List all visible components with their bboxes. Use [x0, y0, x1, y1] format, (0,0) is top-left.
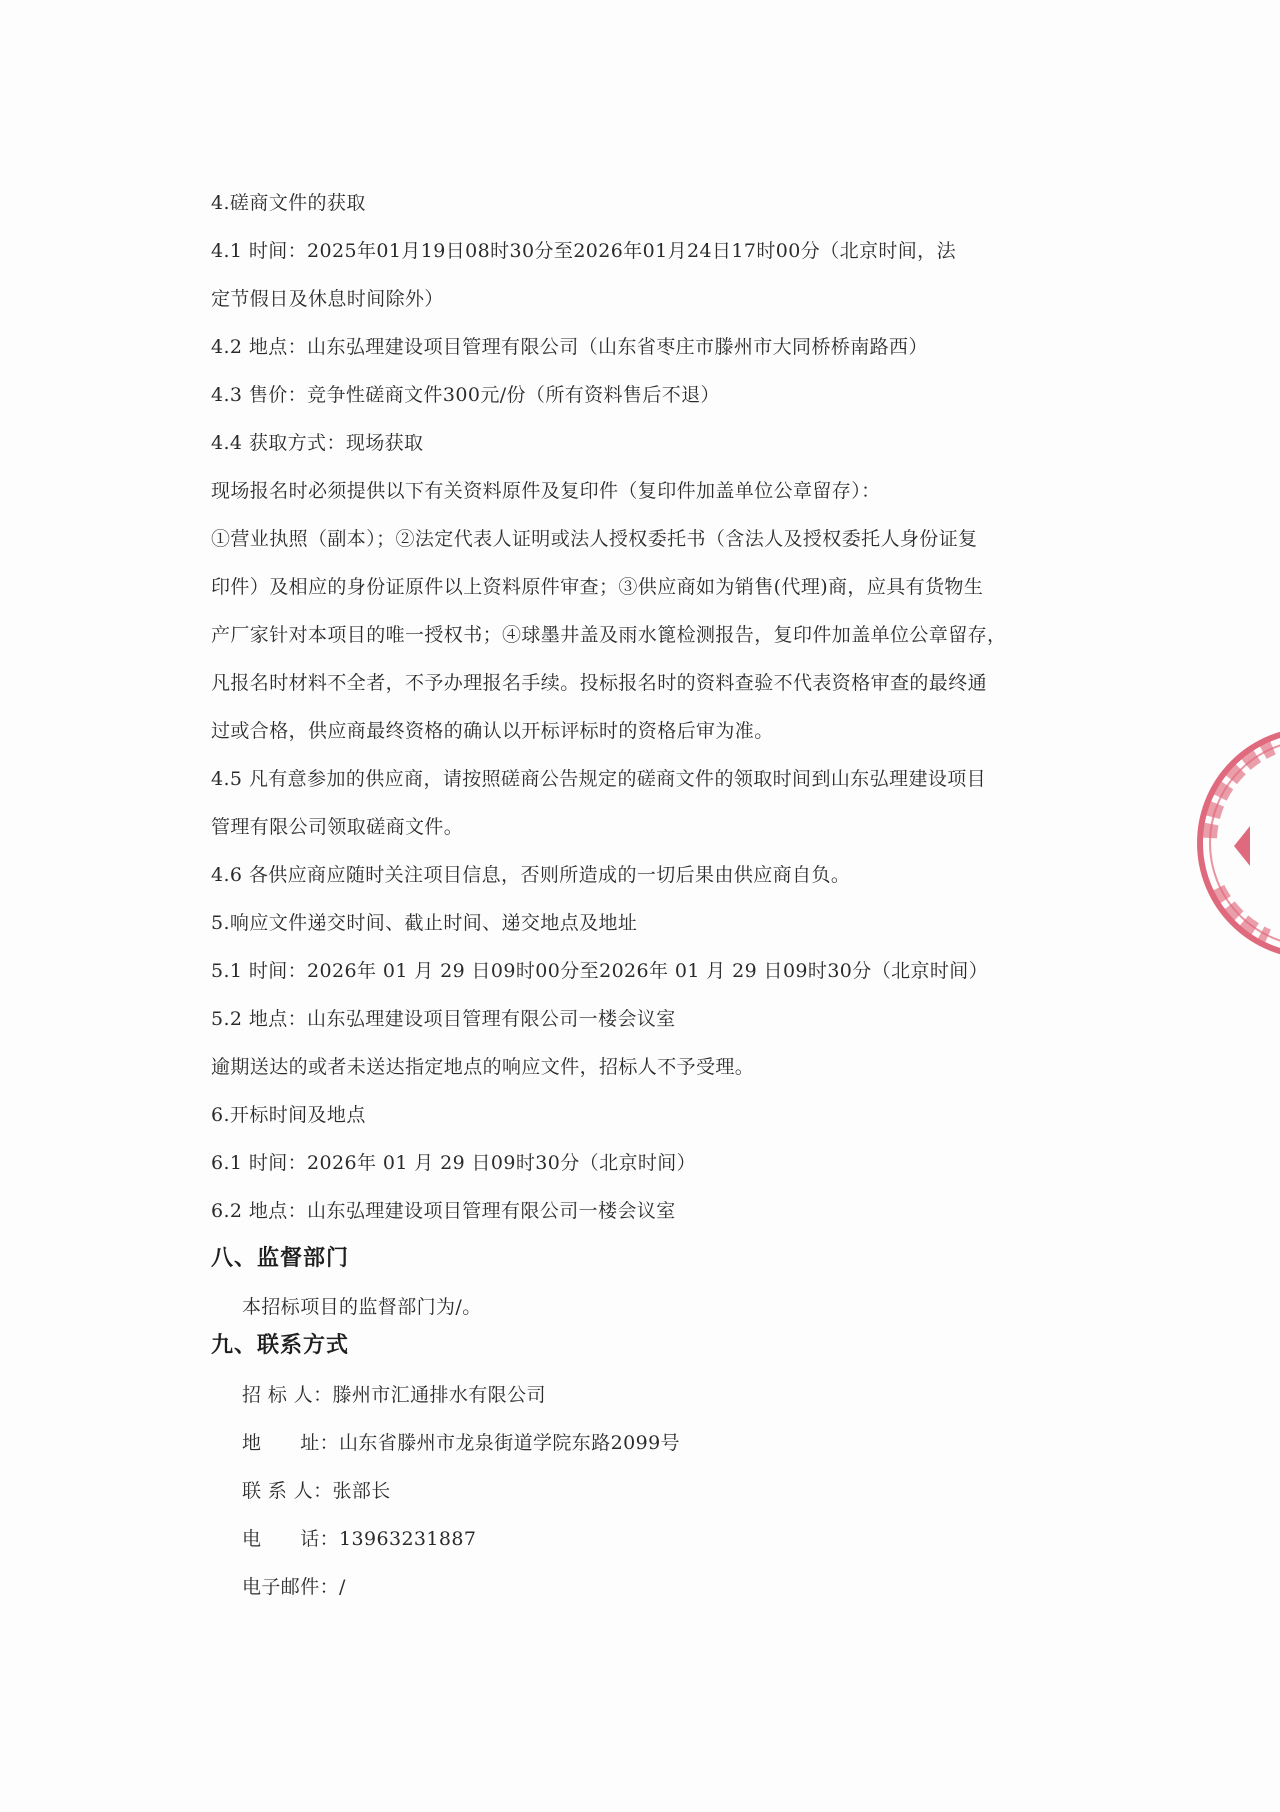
supervision-text: 本招标项目的监督部门为/。 — [242, 1296, 482, 1318]
text-line: 印件）及相应的身份证原件以上资料原件审查；③供应商如为销售(代理)商，应具有货物生 — [211, 576, 984, 598]
text-line: 产厂家针对本项目的唯一授权书；④球墨井盖及雨水篦检测报告，复印件加盖单位公章留存， — [211, 624, 1007, 646]
company-seal-stamp — [1188, 718, 1280, 968]
contact-tenderer: 招 标 人：滕州市汇通排水有限公司 — [242, 1384, 546, 1406]
text-line: 6.2 地点：山东弘理建设项目管理有限公司一楼会议室 — [211, 1200, 676, 1222]
text-line: 逾期送达的或者未送达指定地点的响应文件，招标人不予受理。 — [211, 1056, 755, 1078]
text-line: 凡报名时材料不全者，不予办理报名手续。投标报名时的资料查验不代表资格审查的最终通 — [211, 672, 988, 694]
text-line: 5.1 时间：2026年 01 月 29 日09时00分至2026年 01 月 29 日09时30分（北京时间） — [211, 960, 989, 982]
text-line: 4.2 地点：山东弘理建设项目管理有限公司（山东省枣庄市滕州市大同桥桥南路西） — [211, 336, 928, 358]
section-heading-contact: 九、联系方式 — [211, 1333, 350, 1358]
text-line: 4.3 售价：竞争性磋商文件300元/份（所有资料售后不退） — [211, 384, 720, 406]
text-line: 4.4 获取方式：现场获取 — [211, 432, 424, 454]
section-heading-supervision: 八、监督部门 — [211, 1246, 350, 1271]
contact-email: 电子邮件：/ — [242, 1576, 346, 1598]
text-line: 现场报名时必须提供以下有关资料原件及复印件（复印件加盖单位公章留存）： — [211, 480, 881, 502]
text-line: 6.1 时间：2026年 01 月 29 日09时30分（北京时间） — [211, 1152, 697, 1174]
text-line: 5.响应文件递交时间、截止时间、递交地点及地址 — [211, 912, 638, 934]
text-line: 4.6 各供应商应随时关注项目信息，否则所造成的一切后果由供应商自负。 — [211, 864, 851, 886]
contact-phone: 电 话：13963231887 — [242, 1528, 477, 1550]
text-line: 过或合格，供应商最终资格的确认以开标评标时的资格后审为准。 — [211, 720, 774, 742]
text-line: 4.1 时间：2025年01月19日08时30分至2026年01月24日17时00分（北京时间，法 — [211, 240, 956, 262]
text-line: 定节假日及休息时间除外） — [211, 288, 444, 310]
text-line: ①营业执照（副本）；②法定代表人证明或法人授权委托书（含法人及授权委托人身份证复 — [211, 528, 978, 550]
text-line: 4.磋商文件的获取 — [211, 192, 366, 214]
contact-person: 联 系 人：张部长 — [242, 1480, 391, 1502]
text-line: 5.2 地点：山东弘理建设项目管理有限公司一楼会议室 — [211, 1008, 676, 1030]
contact-address: 地 址：山东省滕州市龙泉街道学院东路2099号 — [242, 1432, 680, 1454]
text-line: 管理有限公司领取磋商文件。 — [211, 816, 464, 838]
text-line: 6.开标时间及地点 — [211, 1104, 366, 1126]
text-line: 4.5 凡有意参加的供应商，请按照磋商公告规定的磋商文件的领取时间到山东弘理建设项目 — [211, 768, 987, 790]
